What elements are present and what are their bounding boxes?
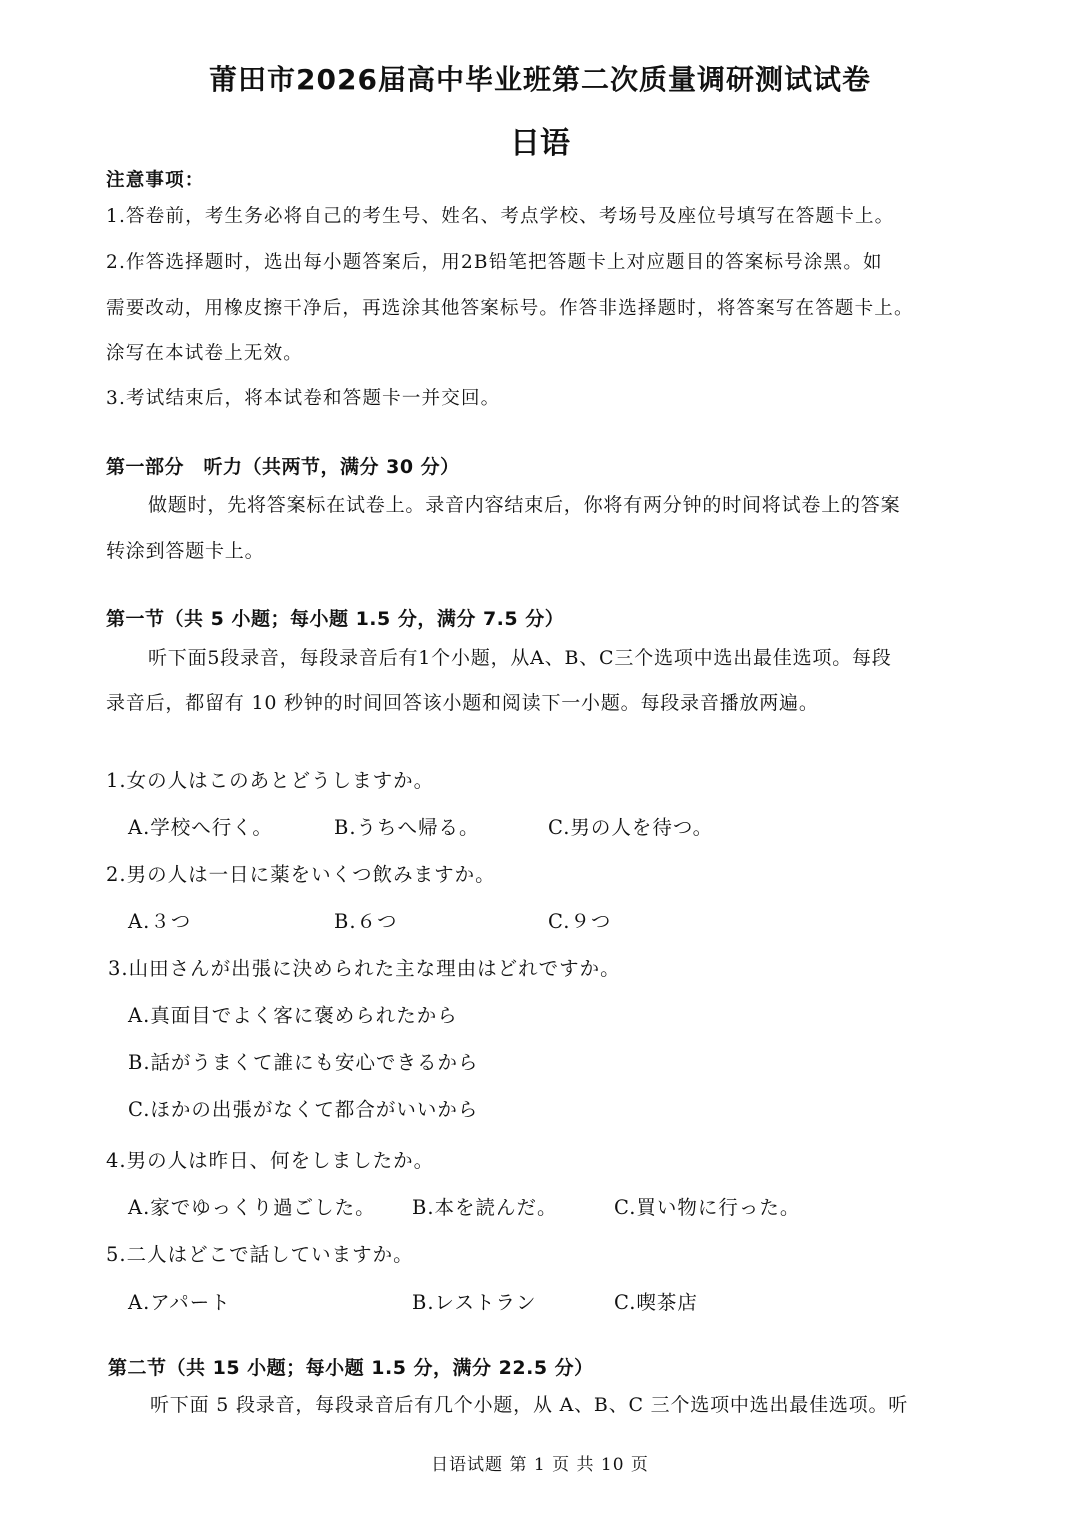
- question-2: 2.男の人は一日に薬をいくつ飲みますか。: [106, 863, 496, 886]
- page-footer: 日语试题 第 1 页 共 10 页: [431, 1455, 649, 1475]
- option-5a: A.アパート: [128, 1291, 231, 1314]
- option-1b: B.うちへ帰る。: [334, 816, 480, 839]
- question-1: 1.女の人はこのあとどうしますか。: [106, 769, 435, 792]
- option-3a: A.真面目でよく客に褒められたから: [128, 1004, 458, 1027]
- option-3b: B.話がうまくて誰にも安心できるから: [128, 1051, 479, 1074]
- section2-intro-line: 听下面 5 段录音，每段录音后有几个小题，从 A、B、C 三个选项中选出最佳选项。听: [150, 1394, 909, 1416]
- option-4a: A.家でゆっくり過ごした。: [128, 1196, 376, 1219]
- option-3c: C.ほかの出張がなくて都合がいいから: [128, 1098, 479, 1121]
- option-5b: B.レストラン: [412, 1291, 537, 1314]
- subject-title: 日语: [510, 126, 570, 161]
- question-3: 3.山田さんが出張に決められた主な理由はどれですか。: [108, 957, 621, 980]
- option-2b: B.６つ: [334, 910, 398, 933]
- question-5: 5.二人はどこで話していますか。: [106, 1243, 414, 1266]
- note-line: 3.考试结束后，将本试卷和答题卡一并交回。: [106, 388, 501, 409]
- option-5c: C.喫茶店: [614, 1291, 698, 1314]
- section1-intro-line: 录音后，都留有 10 秒钟的时间回答该小题和阅读下一小题。每段录音播放两遍。: [106, 692, 819, 714]
- note-line: 需要改动，用橡皮擦干净后，再选涂其他答案标号。作答非选择题时，将答案写在答题卡上。: [106, 298, 914, 319]
- note-line: 1.答卷前，考生务必将自己的考生号、姓名、考点学校、考场号及座位号填写在答题卡上。: [106, 206, 895, 227]
- option-4c: C.買い物に行った。: [614, 1196, 801, 1219]
- notes-heading: 注意事项：: [106, 170, 205, 191]
- section2-heading: 第二节（共 15 小题；每小题 1.5 分，满分 22.5 分）: [108, 1357, 594, 1379]
- part1-heading: 第一部分 听力（共两节，满分 30 分）: [106, 456, 460, 478]
- option-1c: C.男の人を待つ。: [548, 816, 714, 839]
- option-2a: A.３つ: [128, 910, 192, 933]
- option-1a: A.学校へ行く。: [128, 816, 273, 839]
- part1-intro-line: 做题时，先将答案标在试卷上。录音内容结束后，你将有两分钟的时间将试卷上的答案: [148, 494, 901, 516]
- option-2c: C.９つ: [548, 910, 612, 933]
- section1-intro-line: 听下面5段录音，每段录音后有1个小题，从A、B、C三个选项中选出最佳选项。每段: [148, 647, 892, 669]
- note-line: 2.作答选择题时，选出每小题答案后，用2B铅笔把答题卡上对应题目的答案标号涂黑。如: [106, 252, 883, 273]
- section1-heading: 第一节（共 5 小题；每小题 1.5 分，满分 7.5 分）: [106, 608, 565, 630]
- option-4b: B.本を読んだ。: [412, 1196, 558, 1219]
- question-4: 4.男の人は昨日、何をしましたか。: [106, 1149, 435, 1172]
- note-line: 涂写在本试卷上无效。: [106, 343, 304, 364]
- part1-intro-line: 转涂到答题卡上。: [106, 540, 265, 562]
- exam-title: 莆田市2026届高中毕业班第二次质量调研测试试卷: [209, 63, 871, 96]
